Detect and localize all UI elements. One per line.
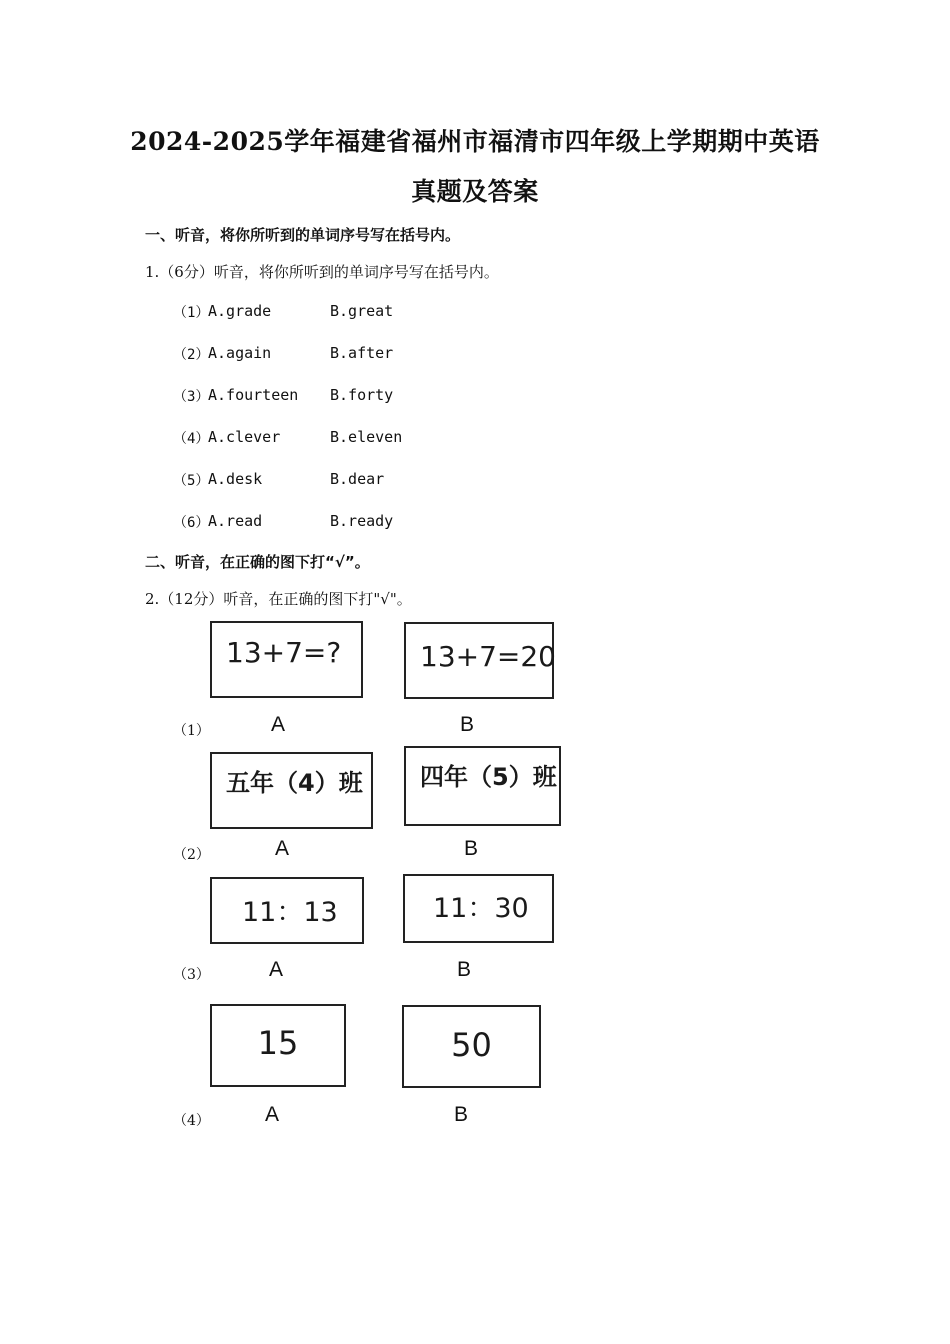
picture-b[interactable]: [402, 1005, 541, 1088]
option-b: B.great: [330, 302, 394, 320]
picture-b-text: 13+7=20: [420, 640, 556, 673]
item-number: （1）: [173, 723, 210, 739]
option-a: A.read: [208, 512, 263, 530]
option-b: B.ready: [330, 512, 394, 530]
label-a: A: [275, 837, 290, 860]
option-number: （2）: [173, 347, 210, 363]
picture-a[interactable]: [210, 752, 373, 829]
picture-b-text: 50: [451, 1025, 492, 1064]
option-a: A.fourteen: [208, 386, 299, 404]
picture-b[interactable]: [403, 874, 554, 943]
picture-a-text: 11：13: [242, 897, 338, 928]
option-a: A.desk: [208, 470, 263, 488]
option-number: （5）: [173, 473, 210, 489]
item-number: （3）: [173, 967, 210, 983]
document-title-line1: 2024-2025学年福建省福州市福清市四年级上学期期中英语: [130, 127, 820, 156]
picture-a-text: 15: [257, 1023, 299, 1062]
label-a: A: [271, 713, 286, 736]
section1-heading: 一、听音，将你所听到的单词序号写在括号内。: [145, 226, 461, 244]
picture-b-text: 四年（5）班: [420, 762, 557, 791]
option-number: （3）: [173, 389, 210, 405]
label-a: A: [265, 1103, 280, 1126]
option-number: （4）: [173, 431, 210, 447]
option-number: （6）: [173, 515, 210, 531]
section2-heading: 二、听音，在正确的图下打“√”。: [145, 553, 370, 571]
option-b: B.after: [330, 344, 394, 362]
item-number: （2）: [173, 847, 210, 863]
picture-a[interactable]: [210, 877, 364, 944]
label-b: B: [460, 713, 475, 736]
option-a: A.again: [208, 344, 272, 362]
question2-text: 2.（12分）听音，在正确的图下打"√"。: [145, 590, 412, 608]
option-a: A.grade: [208, 302, 272, 320]
question1-text: 1.（6分）听音，将你所听到的单词序号写在括号内。: [145, 263, 499, 281]
option-b: B.forty: [330, 386, 394, 404]
picture-b-text: 11：30: [433, 893, 529, 924]
document-title-line2: 真题及答案: [411, 177, 539, 206]
picture-a[interactable]: [210, 1004, 346, 1087]
picture-a-text: 13+7=?: [226, 636, 342, 669]
picture-b[interactable]: [404, 622, 554, 699]
item-number: （4）: [173, 1113, 210, 1129]
option-b: B.dear: [330, 470, 385, 488]
option-number: （1）: [173, 305, 210, 321]
label-a: A: [269, 958, 284, 981]
option-a: A.clever: [208, 428, 281, 446]
label-b: B: [464, 837, 479, 860]
picture-b[interactable]: [404, 746, 561, 826]
label-b: B: [454, 1103, 469, 1126]
option-b: B.eleven: [330, 428, 403, 446]
label-b: B: [457, 958, 472, 981]
picture-a-text: 五年（4）班: [226, 769, 363, 797]
picture-a[interactable]: [210, 621, 363, 698]
